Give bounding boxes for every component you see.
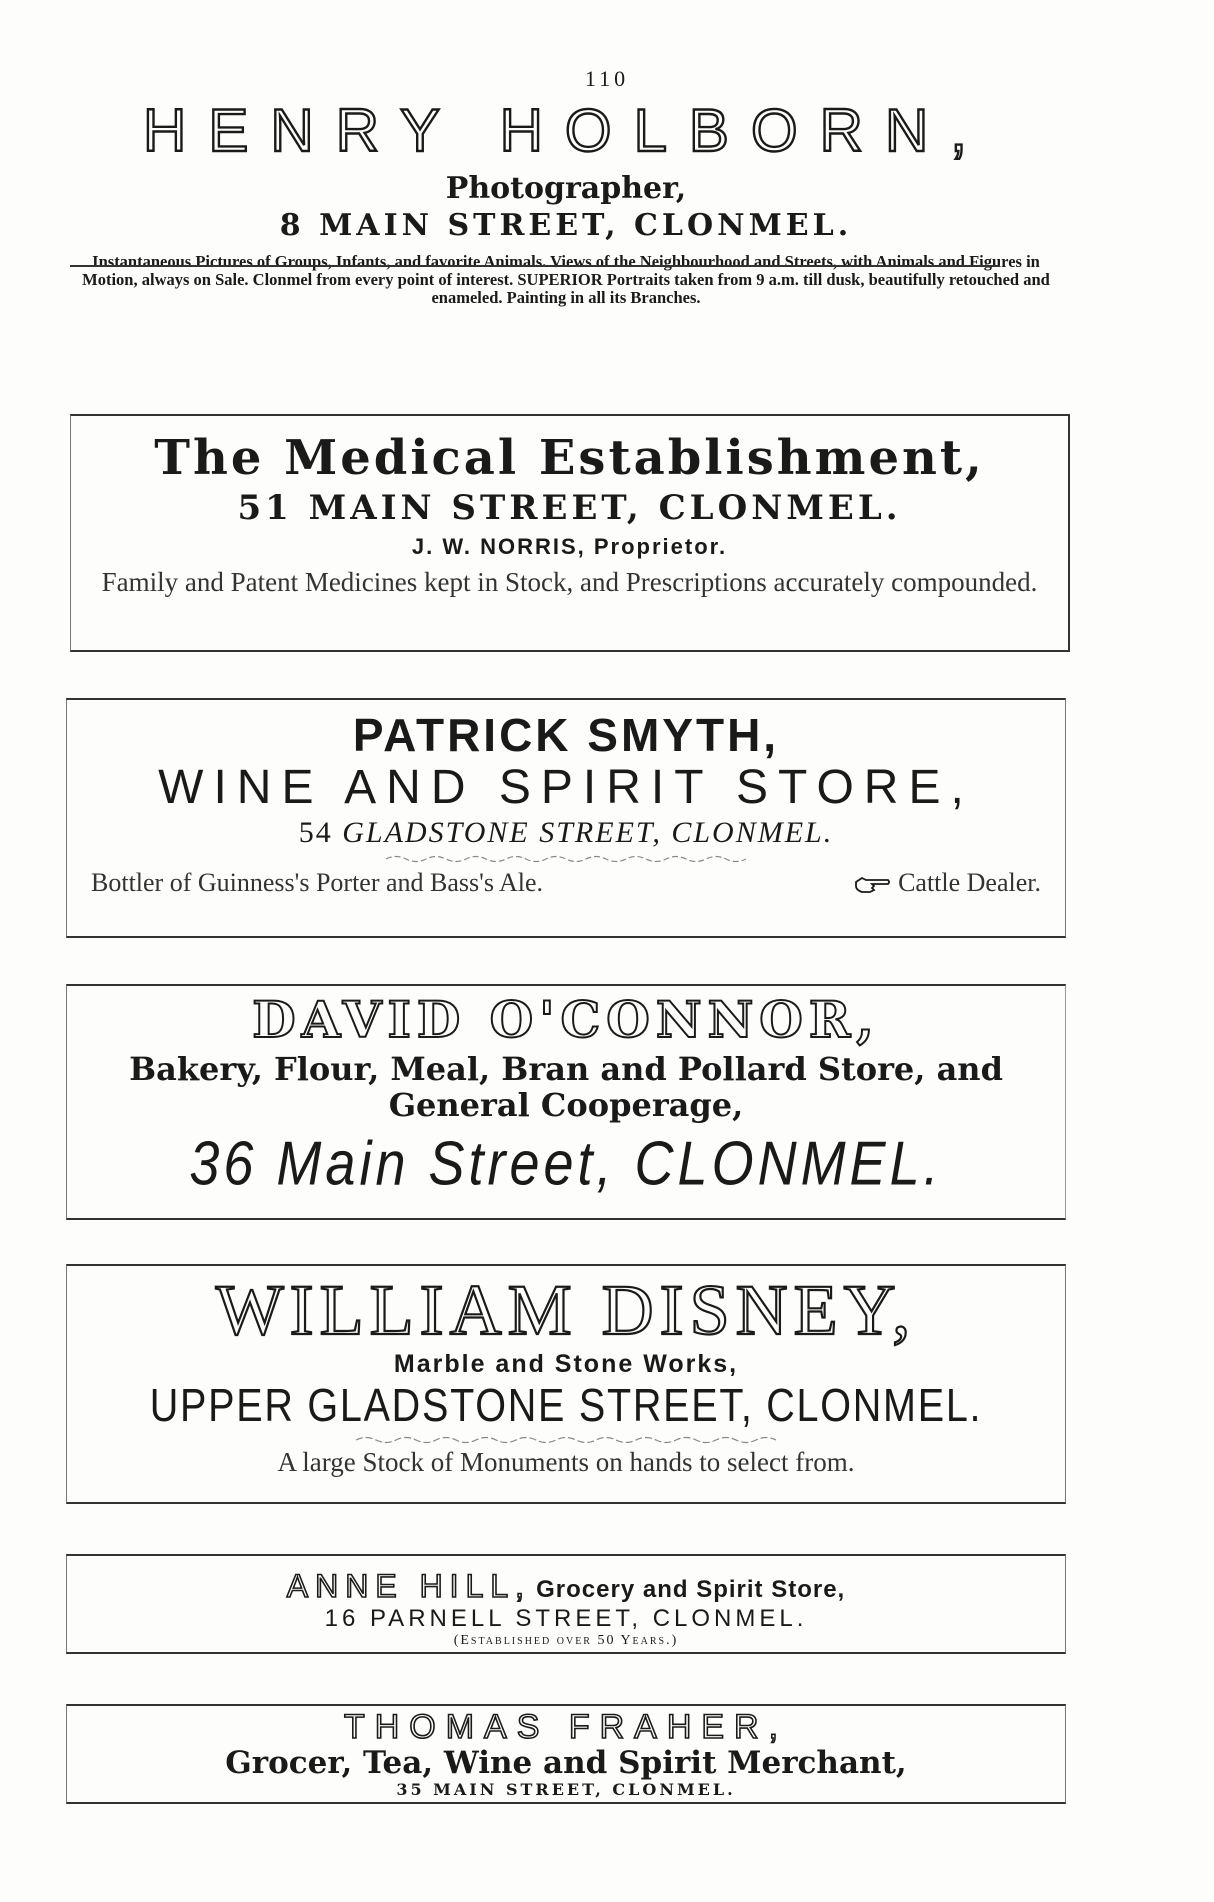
advertiser-address: UPPER GLADSTONE STREET, CLONMEL. (149, 1379, 983, 1431)
advertiser-name: The Medical Establishment, (154, 430, 985, 486)
advertiser-name: DAVID O'CONNOR, (252, 990, 880, 1049)
advertiser-address: 35 MAIN STREET, CLONMEL. (396, 1780, 736, 1799)
advertiser-proprietor: J. W. NORRIS, Proprietor. (411, 534, 728, 559)
advertiser-address: 36 Main Street, CLONMEL. (189, 1129, 943, 1199)
advertiser-heading (67, 1568, 1065, 1605)
advertiser-name: HENRY HOLBORN, (143, 97, 989, 164)
ad-william-disney (66, 1264, 1066, 1504)
page-number: 110 (584, 66, 630, 91)
advertiser-footer: A large Stock of Monuments on hands to select from. (277, 1447, 855, 1477)
ad-patrick-smyth (66, 698, 1066, 938)
advertiser-name: WILLIAM DISNEY, (215, 1270, 917, 1350)
advertiser-name: PATRICK SMYTH, (352, 709, 780, 761)
ad-anne-hill (66, 1554, 1066, 1654)
advertiser-description: Family and Patent Medicines kept in Stock, and Prescriptions accurately compounded. (101, 567, 1038, 597)
ad-thomas-fraher (66, 1704, 1066, 1804)
advertiser-trade: Marble and Stone Works, (393, 1350, 739, 1378)
ad-medical-establishment (70, 414, 1070, 652)
advertiser-address: 8 MAIN STREET, CLONMEL. (279, 208, 853, 243)
advertiser-trade: Photographer, (445, 171, 687, 206)
advertiser-trade: Grocer, Tea, Wine and Spirit Merchant, (225, 1745, 907, 1781)
advertiser-name: THOMAS FRAHER, (343, 1708, 789, 1746)
advertiser-trade: Bakery, Flour, Meal, Bran and Pollard Store, and General Cooperage, (129, 1050, 1003, 1124)
address-street: GLADSTONE STREET, CLONMEL. (342, 816, 834, 849)
advertiser-name: ANNE HILL, (286, 1568, 532, 1604)
advertiser-address: 51 MAIN STREET, CLONMEL. (237, 488, 902, 528)
advertiser-description: Instantaneous Pictures of Groups, Infants, and favorite Animals. Views of the Neighbourhood and Streets, with Animals and Figures in Motion, always on Sale. Clonmel from every point of interest. SUPERIOR Portraits taken from 9 a.m. till dusk, beautifully retouched and enameled. Painting in all its Branches. (82, 252, 1050, 307)
section-divider (70, 265, 1000, 267)
ad-henry-holborn (66, 96, 1066, 364)
advertiser-trade: Grocery and Spirit Store, (536, 1576, 846, 1603)
advertiser-footer (67, 868, 1065, 898)
address-number: 54 (298, 816, 333, 849)
advertiser-address: 16 PARNELL STREET, CLONMEL. (324, 1605, 808, 1632)
footer-left-text: Bottler of Guinness's Porter and Bass's Ale. (91, 868, 544, 897)
advertiser-address (67, 816, 1065, 850)
footer-right-text: Cattle Dealer. (898, 868, 1041, 897)
ornamental-squiggle (356, 1435, 776, 1445)
advertiser-established: (Established over 50 Years.) (453, 1633, 679, 1648)
ad-david-oconnor (66, 984, 1066, 1220)
advertiser-trade: WINE AND SPIRIT STORE, (158, 761, 974, 814)
ornamental-squiggle (386, 854, 746, 864)
pointing-hand-icon (854, 874, 890, 896)
footer-right (854, 868, 1041, 898)
